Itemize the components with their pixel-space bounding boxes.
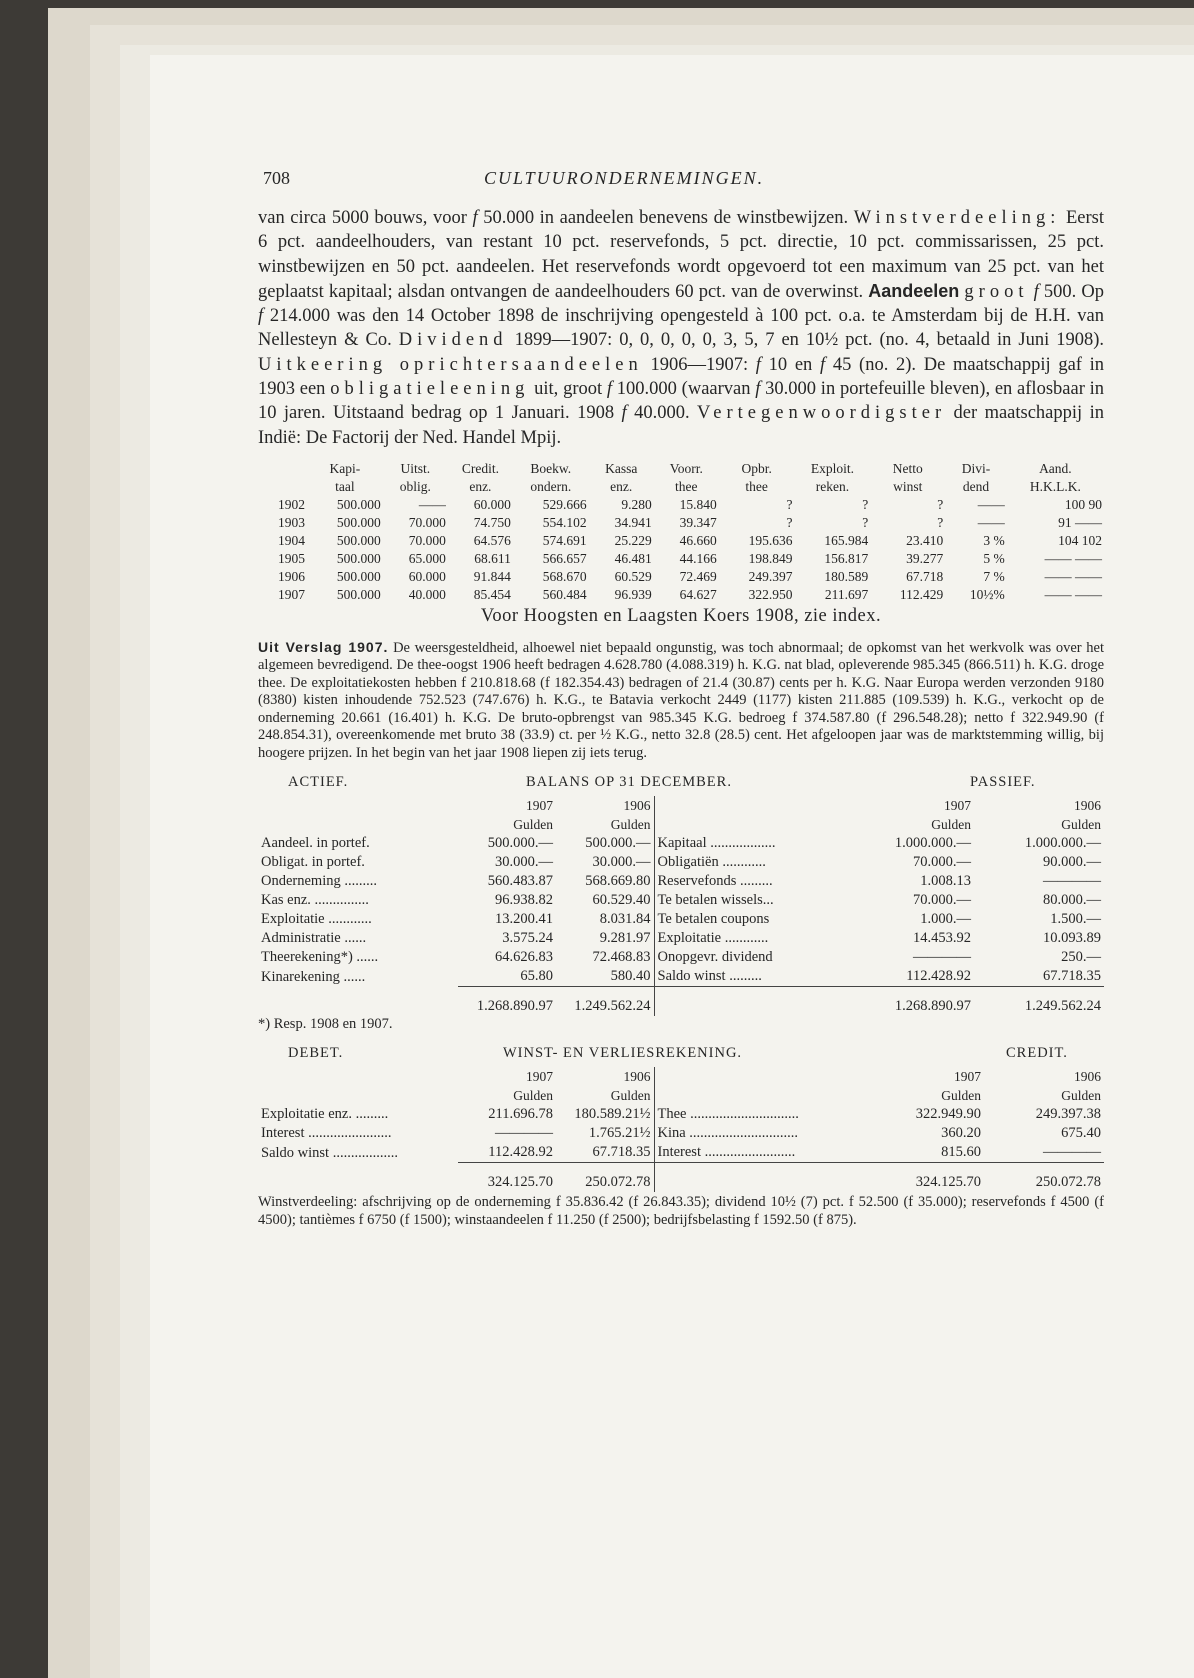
amount: 80.000.— <box>1043 892 1101 909</box>
table-header-row <box>258 460 1104 478</box>
table-cell: 10½% <box>969 586 1005 602</box>
account-row <box>258 853 1104 872</box>
column-header: Voorr. <box>669 460 703 476</box>
amount: 360.20 <box>941 1125 981 1142</box>
unit-header: Gulden <box>513 1088 553 1104</box>
table-cell: 165.984 <box>824 532 869 548</box>
amount: ———— <box>1043 1144 1101 1161</box>
heading-aandeelen: Aandeelen <box>868 280 960 301</box>
total-amount: 1.268.890.97 <box>458 987 556 1017</box>
table-cell: 60.000 <box>473 496 511 512</box>
column-header: Exploit. <box>810 460 854 476</box>
amount: 250.— <box>1061 949 1101 966</box>
amount: 112.428.92 <box>488 1144 553 1161</box>
amount: 568.669.80 <box>585 873 651 890</box>
column-header: oblig. <box>399 478 431 494</box>
table-cell: 34.941 <box>614 514 652 530</box>
pl-heading <box>258 1045 1104 1067</box>
table-cell: 198.849 <box>748 550 793 566</box>
spacer <box>654 796 854 815</box>
year-header: 1906 <box>623 1069 651 1085</box>
page-number: 708 <box>263 168 290 188</box>
table-cell: 85.454 <box>473 586 511 602</box>
column-header: Kapi- <box>329 460 361 476</box>
table-cell: 195.636 <box>748 532 793 548</box>
unit-header: Gulden <box>1061 817 1101 833</box>
table-cell: 104 102 <box>1058 532 1102 548</box>
account-label: Kinarekening ...... <box>261 968 366 985</box>
account-label: Obligatiën ............ <box>654 853 854 872</box>
guilder-sign: f <box>1033 281 1039 302</box>
table-cell: 64.627 <box>679 586 717 602</box>
amount: 1.000.000.— <box>1024 835 1101 852</box>
amount: ———— <box>913 949 971 966</box>
year-header: 1907 <box>526 1069 553 1085</box>
total-amount: 1.249.562.24 <box>974 987 1104 1017</box>
column-unit-row <box>258 1086 1104 1105</box>
table-cell: 322.950 <box>748 586 793 602</box>
table-row <box>258 586 1104 604</box>
amount: 60.529.40 <box>592 892 651 909</box>
table-cell: 500.000 <box>336 568 381 584</box>
unit-header: Gulden <box>941 1088 981 1104</box>
amount: 72.468.83 <box>592 949 651 966</box>
spacer <box>258 987 458 1017</box>
column-header: Boekw. <box>530 460 572 476</box>
account-label: Te betalen coupons <box>654 910 854 929</box>
text: 30.000 in portefeuille bleven), en aflosbaar in 10 jaren. Uitstaand bedrag op 1 Januari. 1908 <box>258 379 1105 424</box>
amount: 96.938.82 <box>495 892 553 909</box>
annual-report <box>258 639 1104 763</box>
text: 500. Op <box>1043 281 1105 302</box>
table-cell: —— <box>977 496 1005 512</box>
report-heading: Uit Verslag 1907. <box>258 638 389 655</box>
column-header: enz. <box>610 478 633 494</box>
column-unit-row <box>258 815 1104 834</box>
table-cell: 112.429 <box>899 586 944 602</box>
balance-heading <box>258 774 1104 796</box>
table-cell: —— <box>418 496 446 512</box>
amount: 1.000.— <box>920 911 971 928</box>
table-cell: 574.691 <box>542 532 587 548</box>
table-cell: 566.657 <box>542 550 587 566</box>
table-cell: ? <box>862 514 869 530</box>
account-row <box>258 967 1104 987</box>
account-label: Saldo winst .................. <box>261 1144 398 1161</box>
report-text: De weersgesteldheid, alhoewel niet bepaald ongunstig, was toch abnormaal; de opkomst van het werkvolk was over het algemeen bevredigend. De thee-oogst 1906 heeft bedragen 4.628.780 (4.088.319) h. K.G. nat blad, opleverende 985.345 (866.511) h. K.G. droge thee. De exploitatiekosten hebben f 210.818.68 (f 182.354.43) bedragen of 21.4 (30.87) cents per h. K.G. Naar Europa werden verzonden 9180 (8380) kisten inhoudende 752.523 (747.676) h. K.G., te Batavia verkocht 2449 (1177) kisten 211.885 (109.539) h. K.G., verkocht op de onderneming 20.661 (16.401) h. K.G. De bruto-opbrengst van 985.345 K.G. bedroeg f 374.587.80 (f 296.548.28); netto f 322.949.90 (f 248.854.31), overeenkomende met bruto 38 (33.9) ct. per ½ K.G., netto 32.8 (28.5) cent. Het afgeloopen jaar was de marktstemming willig, bij hoogere prijzen. In het begin van het jaar 1908 liepen zij iets terug. <box>258 639 1104 761</box>
price-reference-note: Voor Hoogsten en Laagsten Koers 1908, zie index. <box>480 605 882 626</box>
table-row <box>258 496 1104 514</box>
amount: 65.80 <box>520 968 553 985</box>
unit-header: Gulden <box>931 817 971 833</box>
amount: 675.40 <box>1061 1125 1101 1142</box>
spaced-heading-vertegenwoordigster: Vertegenwoordigster <box>696 403 947 424</box>
column-header: thee <box>675 478 698 494</box>
amount: 70.000.— <box>913 854 971 871</box>
table-cell: 70.000 <box>408 532 446 548</box>
amount: 1.500.— <box>1050 911 1101 928</box>
text: 1906—1907: <box>650 354 749 375</box>
year-header: 1907 <box>954 1069 981 1085</box>
amount: ———— <box>1043 873 1101 890</box>
table-cell: ? <box>937 496 944 512</box>
year-header: 1906 <box>623 798 651 814</box>
amount: 249.397.38 <box>1035 1106 1101 1123</box>
spacer <box>654 1067 884 1086</box>
running-title: CULTUURONDERNEMINGEN. <box>484 168 765 188</box>
table-cell: —— —— <box>1044 550 1102 566</box>
balance-footnote: *) Resp. 1908 en 1907. <box>258 1016 393 1033</box>
column-header <box>258 478 307 496</box>
amount: 1.765.21½ <box>588 1125 651 1142</box>
amount: 30.000.— <box>592 854 651 871</box>
table-header-row <box>258 478 1104 496</box>
spaced-word-groot: groot <box>964 281 1029 302</box>
amount: 815.60 <box>941 1144 981 1161</box>
account-label: Interest ....................... <box>261 1125 392 1142</box>
text: 10 en <box>768 354 813 375</box>
guilder-sign: f <box>472 208 478 228</box>
column-header: Uitst. <box>400 460 431 476</box>
amount: 13.200.41 <box>495 911 553 928</box>
total-amount: 324.125.70 <box>458 1163 556 1193</box>
table-cell: ? <box>937 514 944 530</box>
year-cell: 1903 <box>278 514 306 530</box>
total-amount: 250.072.78 <box>984 1163 1104 1193</box>
column-header: Opbr. <box>741 460 772 476</box>
year-cell: 1905 <box>278 550 306 566</box>
total-amount: 250.072.78 <box>556 1163 654 1193</box>
spacer <box>258 1086 458 1105</box>
table-cell: 500.000 <box>336 496 381 512</box>
column-header: Netto <box>892 460 923 476</box>
account-label: Saldo winst ......... <box>654 967 854 987</box>
spacer <box>654 1163 884 1193</box>
amount: 3.575.24 <box>502 930 553 947</box>
text: 40.000. <box>634 403 690 424</box>
text: der maatschappij in Indië: De Factorij der Ned. Handel Mpij. <box>258 403 1104 448</box>
table-cell: 40.000 <box>408 586 446 602</box>
account-label: Kas enz. ............... <box>261 892 369 909</box>
column-header: ondern. <box>530 478 572 494</box>
table-cell: 568.670 <box>542 568 587 584</box>
amount: 64.626.83 <box>495 949 553 966</box>
account-row <box>258 891 1104 910</box>
text: uit, groot <box>534 379 603 400</box>
table-cell: 156.817 <box>824 550 869 566</box>
amount: 180.589.21½ <box>574 1106 651 1123</box>
table-cell: 554.102 <box>542 514 587 530</box>
column-header <box>258 460 307 478</box>
column-header: dend <box>962 478 990 494</box>
text: 1899—1907: 0, 0, 0, 0, 0, 3, 5, 7 en 10½ pct. (no. 4, betaald in Juni 1908). <box>514 330 1105 351</box>
text: van circa 5000 bouws, voor <box>258 208 467 228</box>
amount: 500.000.— <box>487 835 553 852</box>
table-cell: 7 % <box>983 568 1005 584</box>
profit-distribution: Winstverdeeling: afschrijving op de onderneming f 35.836.42 (f 26.843.35); dividend 10½ (7) pct. f 52.500 (f 35.000); reservefonds f 4500 (f 4500); tantièmes f 6750 (f 1500); winstaandeelen f 11.250 (f 2500); bedrijfsbelasting f 1592.50 (f 875). <box>258 1194 1104 1228</box>
total-amount: 324.125.70 <box>884 1163 984 1193</box>
account-label: Theerekening*) ...... <box>261 949 379 966</box>
column-header: reken. <box>815 478 850 494</box>
balance-title: BALANS OP 31 DECEMBER. <box>526 774 732 791</box>
spacer <box>654 987 854 1017</box>
spaced-heading-dividend: Dividend <box>398 330 508 351</box>
unit-header: Gulden <box>513 817 553 833</box>
column-header: enz. <box>469 478 492 494</box>
amount: 9.281.97 <box>599 930 651 947</box>
guilder-sign: f <box>755 379 761 400</box>
text: 50.000 in aandeelen benevens de winstbewijzen. <box>483 208 849 228</box>
account-label: Administratie ...... <box>261 930 367 947</box>
table-cell: —— <box>977 514 1005 530</box>
table-cell: 529.666 <box>542 496 587 512</box>
table-cell: 68.611 <box>474 550 511 566</box>
column-header: thee <box>745 478 768 494</box>
table-cell: 25.229 <box>614 532 652 548</box>
account-row <box>258 948 1104 967</box>
spaced-heading-winstverdeeling: Winstverdeeling: <box>853 208 1061 228</box>
table-cell: 96.939 <box>614 586 652 602</box>
unit-header: Gulden <box>610 1088 651 1104</box>
spacer <box>258 796 458 815</box>
table-cell: 74.750 <box>473 514 511 530</box>
table-cell: 211.697 <box>824 586 869 602</box>
column-header: Kassa <box>605 460 638 476</box>
table-cell: 60.000 <box>408 568 446 584</box>
table-cell: —— —— <box>1044 586 1102 602</box>
account-row <box>258 929 1104 948</box>
table-cell: 72.469 <box>679 568 717 584</box>
amount: 14.453.92 <box>913 930 971 947</box>
guilder-sign: f <box>820 354 826 375</box>
table-cell: 46.660 <box>679 532 717 548</box>
guilder-sign: f <box>258 306 264 327</box>
amount: 112.428.92 <box>906 968 971 985</box>
column-header: winst <box>893 478 923 494</box>
account-label: Exploitatie ............ <box>261 911 372 928</box>
table-cell: 65.000 <box>408 550 446 566</box>
account-label: Kapitaal .................. <box>654 834 854 853</box>
amount: 10.093.89 <box>1043 930 1101 947</box>
balance-left-heading: ACTIEF. <box>288 774 349 791</box>
guilder-sign: f <box>755 354 761 375</box>
table-cell: 500.000 <box>336 550 381 566</box>
account-label: Reservefonds ......... <box>654 872 854 891</box>
amount: 30.000.— <box>495 854 553 871</box>
total-row <box>258 987 1104 1017</box>
column-year-row <box>258 1067 1104 1086</box>
guilder-sign: f <box>621 403 627 424</box>
statistics-table <box>258 460 1104 604</box>
year-header: 1907 <box>944 798 971 814</box>
amount: 580.40 <box>610 968 651 985</box>
running-header <box>258 168 1104 198</box>
table-cell: 91 —— <box>1058 514 1102 530</box>
table-cell: 5 % <box>983 550 1005 566</box>
table-row <box>258 550 1104 568</box>
year-cell: 1902 <box>278 496 306 512</box>
table-cell: 39.277 <box>906 550 944 566</box>
account-label: Thee .............................. <box>654 1105 884 1124</box>
text: 45 (no. 2). De maatschappij gaf in 1903 een <box>258 354 1105 400</box>
account-label: Exploitatie ............ <box>654 929 854 948</box>
amount: ———— <box>495 1125 553 1142</box>
amount: 500.000.— <box>585 835 651 852</box>
table-cell: 15.840 <box>679 496 717 512</box>
table-cell: 60.529 <box>614 568 652 584</box>
table-cell: 3 % <box>983 532 1005 548</box>
spacer <box>258 1067 458 1086</box>
account-label: Interest ......................... <box>654 1143 884 1163</box>
table-cell: 67.718 <box>906 568 944 584</box>
table-cell: 70.000 <box>408 514 446 530</box>
table-cell: ? <box>862 496 869 512</box>
account-row <box>258 872 1104 891</box>
total-row <box>258 1163 1104 1193</box>
page-content <box>258 168 1104 1229</box>
column-header: Aand. <box>1039 460 1072 476</box>
account-label: Exploitatie enz. ......... <box>261 1106 389 1123</box>
table-row <box>258 568 1104 586</box>
account-row <box>258 834 1104 853</box>
profit-loss-account <box>258 1067 1104 1192</box>
table-cell: 23.410 <box>906 532 944 548</box>
text: 100.000 (waarvan <box>616 379 751 400</box>
year-header: 1907 <box>526 798 553 814</box>
table-cell: 560.484 <box>542 586 587 602</box>
account-row <box>258 1143 1104 1163</box>
table-cell: 44.166 <box>679 550 717 566</box>
spacer <box>258 1163 458 1193</box>
unit-header: Gulden <box>610 817 651 833</box>
guilder-sign: f <box>606 379 613 400</box>
table-cell: 180.589 <box>824 568 869 584</box>
table-cell: 9.280 <box>621 496 652 512</box>
unit-header: Gulden <box>1061 1088 1101 1104</box>
amount: 8.031.84 <box>599 911 651 928</box>
column-header: H.K.L.K. <box>1029 478 1081 494</box>
pl-right-heading: CREDIT. <box>1006 1045 1068 1062</box>
amount: 1.000.000.— <box>894 835 971 852</box>
table-cell: 39.347 <box>679 514 717 530</box>
account-label: Kina .............................. <box>654 1124 884 1143</box>
year-header: 1906 <box>1074 1069 1101 1085</box>
account-row <box>258 1105 1104 1124</box>
table-cell: 91.844 <box>473 568 511 584</box>
account-label: Te betalen wissels... <box>654 891 854 910</box>
column-year-row <box>258 796 1104 815</box>
column-header: Divi- <box>961 460 991 476</box>
account-label: Aandeel. in portef. <box>261 835 370 852</box>
text: 214.000 was den 14 October 1898 de inschrijving opengesteld à 100 pct. o.a. te Amsterdam bij de H.H. van Nellesteyn & Co. <box>258 306 1105 351</box>
table-cell: ? <box>786 496 793 512</box>
table-cell: ? <box>786 514 793 530</box>
amount: 70.000.— <box>913 892 971 909</box>
year-header: 1906 <box>1074 798 1101 814</box>
table-cell: 500.000 <box>336 514 381 530</box>
amount: 1.008.13 <box>920 873 971 890</box>
amount: 90.000.— <box>1043 854 1101 871</box>
total-amount: 1.249.562.24 <box>556 987 654 1017</box>
amount: 211.696.78 <box>488 1106 553 1123</box>
total-amount: 1.268.890.97 <box>854 987 974 1017</box>
year-cell: 1906 <box>278 568 306 584</box>
account-label: Onopgevr. dividend <box>654 948 854 967</box>
amount: 67.718.35 <box>1043 968 1101 985</box>
balance-sheet <box>258 796 1104 1016</box>
amount: 322.949.90 <box>915 1106 981 1123</box>
company-description <box>258 206 1104 450</box>
table-cell: —— —— <box>1044 568 1102 584</box>
pl-left-heading: DEBET. <box>288 1045 344 1062</box>
amount: 67.718.35 <box>592 1144 651 1161</box>
pl-title: WINST- EN VERLIESREKENING. <box>503 1045 743 1062</box>
spacer <box>654 815 854 834</box>
table-cell: 249.397 <box>748 568 793 584</box>
amount: 560.483.87 <box>487 873 553 890</box>
table-row <box>258 532 1104 550</box>
column-header: Credit. <box>461 460 499 476</box>
spacer <box>258 815 458 834</box>
account-row <box>258 910 1104 929</box>
account-label: Obligat. in portef. <box>261 854 365 871</box>
table-cell: 500.000 <box>336 586 381 602</box>
text: Eerst 6 pct. aandeelhouders, van restant 10 pct. reservefonds, 5 pct. directie, 10 pct. commissarissen, 25 pct. winstbewijzen en 50 pct. aandeelen. Het reservefonds wordt opgevoerd tot een maximum van 25 pct. van het geplaatst kapitaal; alsdan ontvangen de aandeelhouders 60 pct. van de overwinst. <box>258 208 1105 302</box>
spacer <box>654 1086 884 1105</box>
account-row <box>258 1124 1104 1143</box>
account-label: Onderneming ......... <box>261 873 377 890</box>
table-cell: 100 90 <box>1064 496 1102 512</box>
table-cell: 46.481 <box>614 550 652 566</box>
column-header: taal <box>335 478 355 494</box>
table-row <box>258 514 1104 532</box>
table-cell: 500.000 <box>336 532 381 548</box>
spaced-heading-uitkeering: Uitkeering oprichtersaandeelen <box>258 354 643 375</box>
year-cell: 1907 <box>278 586 306 602</box>
year-cell: 1904 <box>278 532 306 548</box>
table-cell: 64.576 <box>473 532 511 548</box>
spaced-heading-obligatieleening: obligatieleening <box>330 379 530 400</box>
balance-right-heading: PASSIEF. <box>970 774 1036 791</box>
